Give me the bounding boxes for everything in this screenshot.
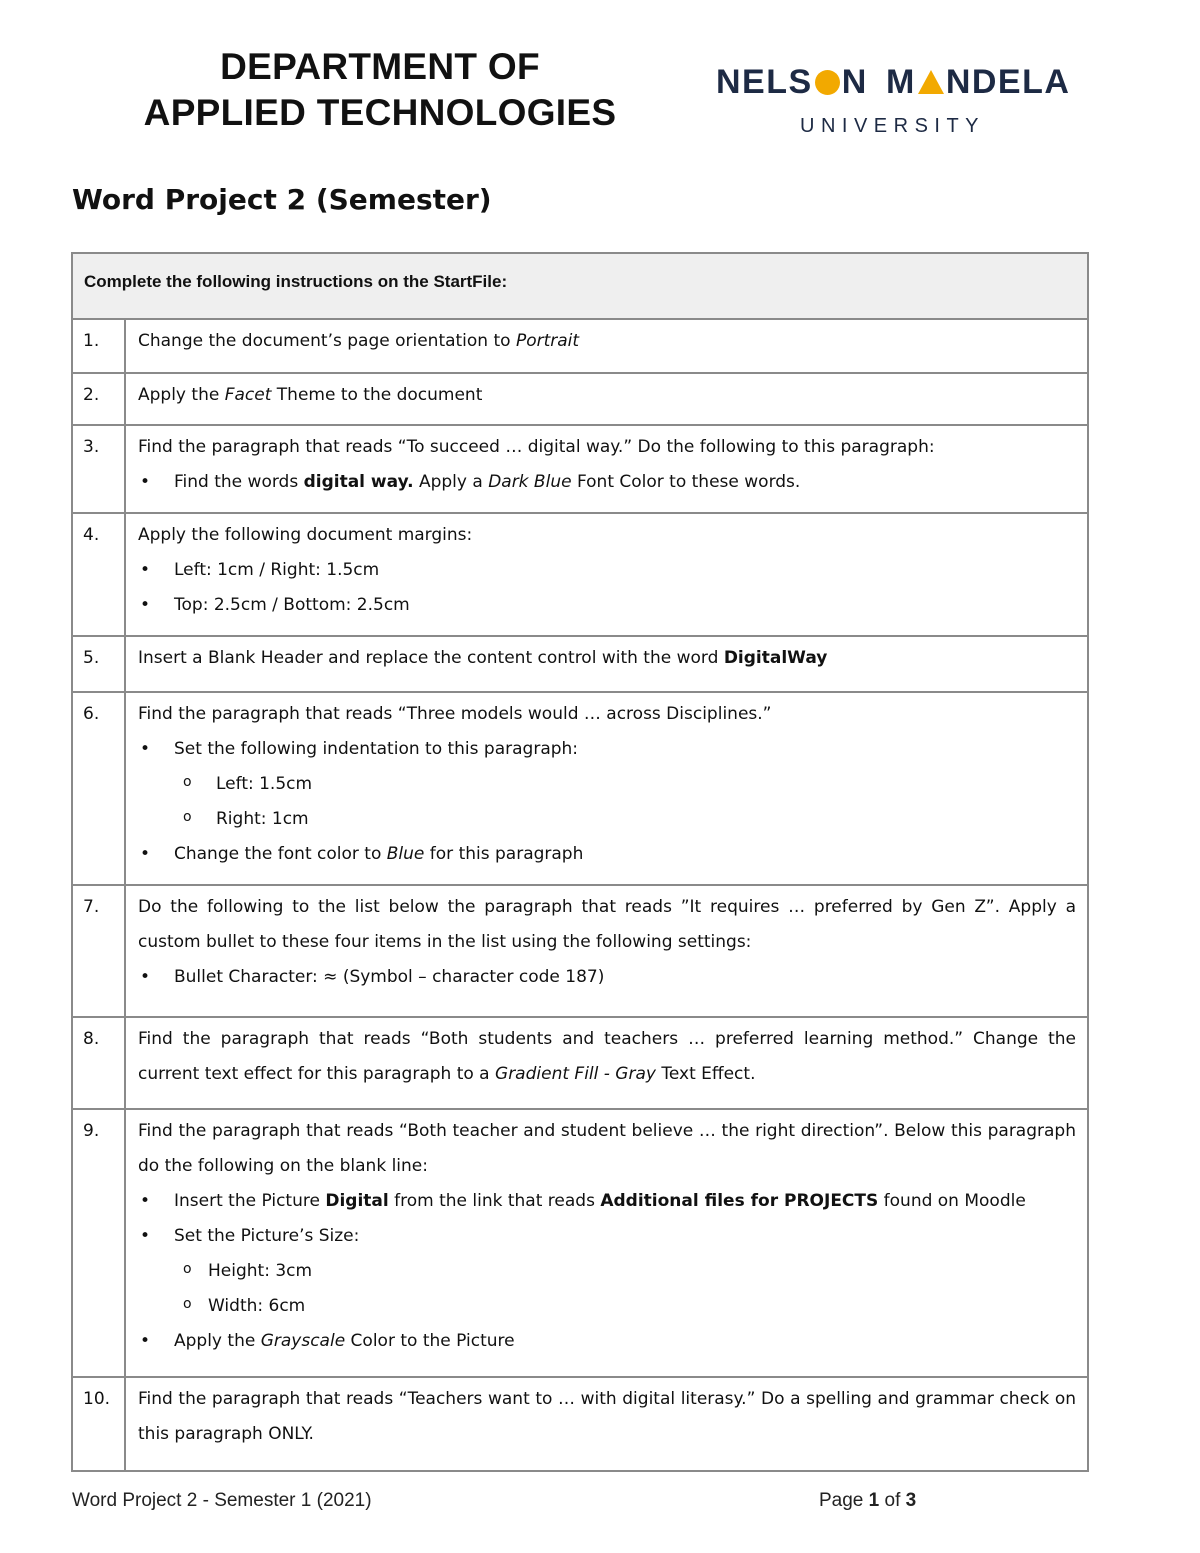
row-number: 3.: [72, 425, 125, 513]
logo-word-mandela: [886, 62, 1070, 102]
document-title: Word Project 2 (Semester): [72, 183, 492, 216]
table-row: [72, 1017, 1088, 1109]
text-span: Change the document’s page orientation to: [138, 331, 516, 351]
text-bold: Digital: [325, 1191, 389, 1211]
text-paragraph: Do the following to the list below the paragraph that reads ”It requires … preferred by Gen Z”. Apply a custom bullet to these four items in the list using the following settings:: [138, 897, 1076, 952]
footer-current-page: 1: [868, 1490, 880, 1511]
table-row: [72, 885, 1088, 1017]
text-bold: digital way.: [303, 472, 414, 492]
instruction-text: [125, 373, 1088, 425]
bullet-item: • Left: 1cm / Right: 1.5cm: [138, 553, 1076, 588]
footer-total-pages: 3: [905, 1490, 917, 1511]
row-number: 10.: [72, 1377, 125, 1471]
text-span: Color to the Picture: [345, 1331, 515, 1351]
text-span: Find the paragraph that reads “Both students and teachers … preferred learning method.” Change the current text effect for this paragraph to a: [138, 1029, 1076, 1084]
footer-page-word: Page: [819, 1490, 864, 1511]
footer-of-word: of: [884, 1490, 901, 1511]
instruction-text: [125, 1377, 1088, 1471]
bullet-item: [138, 837, 1076, 872]
bullet-item: • Set the Picture’s Size:: [138, 1219, 1076, 1254]
text-span: Insert a Blank Header and replace the content control with the word: [138, 648, 724, 668]
row-number: 4.: [72, 513, 125, 636]
bullet-item: • Set the following indentation to this paragraph:: [138, 732, 1076, 767]
table-row: [72, 1377, 1088, 1471]
logo-text-m: M: [886, 63, 916, 101]
text-paragraph: Find the paragraph that reads “Both teacher and student believe … the right direction”. Below this paragraph do the following on the blank line:: [138, 1121, 1076, 1176]
logo-word-nelson: [716, 62, 868, 102]
bullet-item: [138, 1324, 1076, 1359]
sub-bullet-item: o Left: 1.5cm: [138, 767, 1076, 802]
footer-document-name: Word Project 2 - Semester 1 (2021): [72, 1490, 372, 1511]
sub-bullet-item: o Width: 6cm: [138, 1289, 1076, 1324]
department-title-line2: APPLIED TECHNOLOGIES: [143, 92, 617, 133]
table-row: [72, 1109, 1088, 1377]
text-italic: Blue: [386, 844, 425, 864]
text-span: Text Effect.: [655, 1064, 756, 1084]
row-number: 5.: [72, 636, 125, 692]
instruction-text: [125, 319, 1088, 373]
logo-triangle-icon: [917, 69, 945, 95]
table-row: [72, 692, 1088, 885]
department-title: [100, 44, 660, 136]
logo-text-ndela: NDELA: [945, 63, 1071, 101]
table-row: [72, 513, 1088, 636]
logo-text-nels: NELS: [716, 63, 813, 101]
logo-text-n: N: [841, 63, 868, 101]
text-paragraph: Find the paragraph that reads “Teachers want to … with digital literasy.” Do a spelling and grammar check on this paragraph ONLY.: [138, 1389, 1076, 1444]
instruction-text: [125, 885, 1088, 1017]
row-number: 9.: [72, 1109, 125, 1377]
table-header-row: [72, 253, 1088, 319]
row-number: 1.: [72, 319, 125, 373]
text-line: Apply the following document margins:: [138, 525, 473, 545]
bullet-item: [138, 465, 1076, 500]
text-span: Font Color to these words.: [571, 472, 801, 492]
table-row: [72, 373, 1088, 425]
instruction-text: [125, 1109, 1088, 1377]
table-row: [72, 636, 1088, 692]
text-italic: Grayscale: [260, 1331, 346, 1351]
instruction-text: [125, 513, 1088, 636]
text-italic: Gradient Fill - Gray: [495, 1064, 656, 1084]
text-span: found on Moodle: [878, 1191, 1026, 1211]
bullet-item: [138, 1184, 1076, 1219]
text-span: Apply the: [138, 385, 225, 405]
text-span: Apply the: [174, 1331, 261, 1351]
text-bold: DigitalWay: [723, 648, 828, 668]
text-line: Find the paragraph that reads “Three models would … across Disciplines.”: [138, 704, 772, 724]
text-span: from the link that reads: [388, 1191, 601, 1211]
text-span: Apply a: [413, 472, 489, 492]
text-italic: Facet: [224, 385, 272, 405]
department-title-line1: DEPARTMENT OF: [220, 46, 540, 87]
instruction-text: [125, 692, 1088, 885]
instruction-text: [125, 1017, 1088, 1109]
table-heading: Complete the following instructions on the StartFile:: [72, 253, 1088, 319]
footer-page-number: [819, 1489, 916, 1513]
text-line: Find the paragraph that reads “To succeed … digital way.” Do the following to this paragraph:: [138, 437, 935, 457]
text-span: Change the font color to: [174, 844, 387, 864]
text-italic: Portrait: [515, 331, 580, 351]
instruction-text: [125, 636, 1088, 692]
instructions-table: [71, 252, 1089, 1472]
text-span: Insert the Picture: [174, 1191, 326, 1211]
university-logo: [716, 62, 1076, 142]
instruction-text: [125, 425, 1088, 513]
sub-bullet-item: o Right: 1cm: [138, 802, 1076, 837]
row-number: 6.: [72, 692, 125, 885]
text-italic: Dark Blue: [488, 472, 572, 492]
bullet-item: • Bullet Character: ≈ (Symbol – character code 187): [138, 960, 1076, 995]
text-bold: Additional files for PROJECTS: [600, 1191, 879, 1211]
bullet-item: • Top: 2.5cm / Bottom: 2.5cm: [138, 588, 1076, 623]
table-row: [72, 425, 1088, 513]
text-span: Find the words: [174, 472, 304, 492]
row-number: 2.: [72, 373, 125, 425]
sub-bullet-item: o Height: 3cm: [138, 1254, 1076, 1289]
row-number: 8.: [72, 1017, 125, 1109]
table-row: [72, 319, 1088, 373]
text-span: for this paragraph: [424, 844, 584, 864]
logo-sun-icon: [814, 69, 841, 96]
text-span: Theme to the document: [271, 385, 483, 405]
logo-subtitle: UNIVERSITY: [800, 115, 986, 137]
row-number: 7.: [72, 885, 125, 1017]
